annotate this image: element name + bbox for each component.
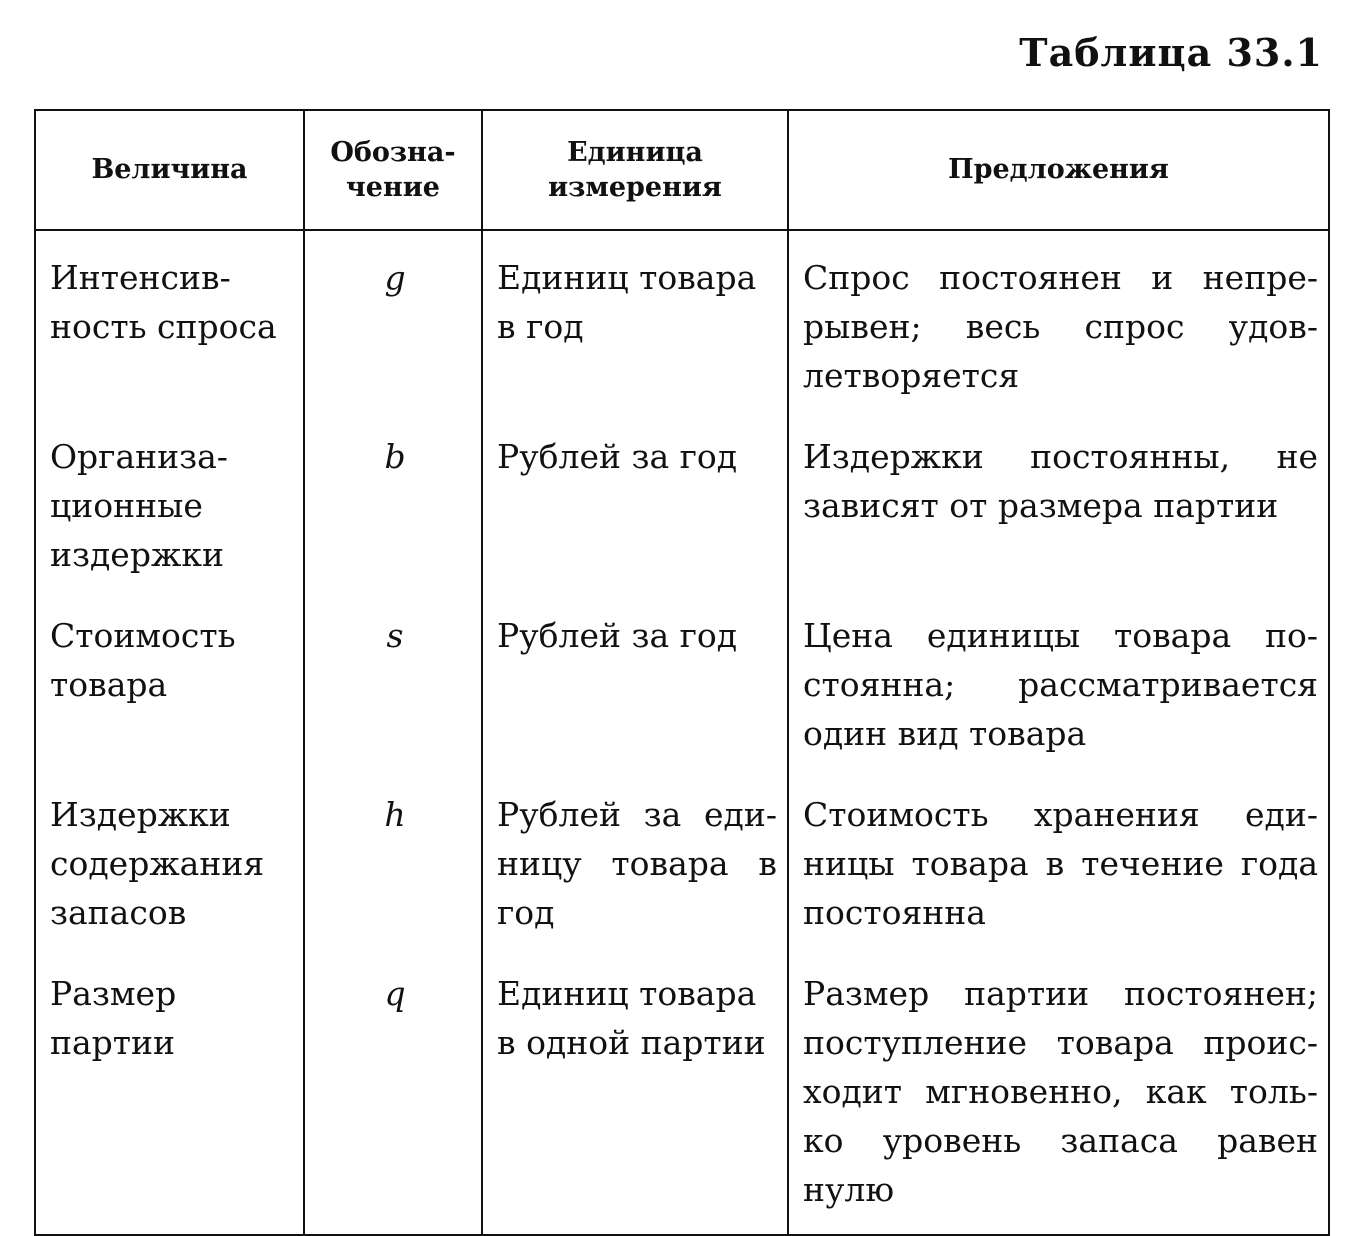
cell-assumption: Издержки постоянны, не зависят от размера партии [788,412,1329,591]
cell-symbol: q [304,949,482,1235]
cell-quantity: Организа- ционные издержки [35,412,304,591]
cell-unit: Единиц товара в одной партии [482,949,788,1235]
table-row [35,591,1329,770]
header-quantity: Величина [35,110,304,230]
cell-symbol: b [304,412,482,591]
cell-assumption: Стоимость хранения еди-ницы товара в течение года постоянна [788,770,1329,949]
cell-quantity: Размер партии [35,949,304,1235]
header-assumption: Предложения [788,110,1329,230]
header-symbol: Обозна- чение [304,110,482,230]
table-row [35,230,1329,412]
cell-symbol: s [304,591,482,770]
cell-quantity: Стоимость товара [35,591,304,770]
table-row [35,412,1329,591]
cell-quantity: Интенсив- ность спроса [35,230,304,412]
table-caption: Таблица 33.1 [1019,30,1323,75]
cell-unit: Единиц товара в год [482,230,788,412]
cell-assumption: Спрос постоянен и непре-рывен; весь спрос удов-летворяется [788,230,1329,412]
header-unit: Единица измерения [482,110,788,230]
table-row [35,770,1329,949]
table-row [35,949,1329,1235]
cell-quantity: Издержки содержания запасов [35,770,304,949]
cell-unit: Рублей за год [482,412,788,591]
cell-assumption: Цена единицы товара по-стоянна; рассматривается один вид товара [788,591,1329,770]
cell-unit: Рублей за еди-ницу товара в год [482,770,788,949]
table-header-row [35,110,1329,230]
cell-assumption: Размер партии постоянен; поступление товара проис-ходит мгновенно, как толь-ко уровень запаса равен нулю [788,949,1329,1235]
parameters-table [34,109,1330,1236]
cell-unit: Рублей за год [482,591,788,770]
cell-symbol: h [304,770,482,949]
cell-symbol: g [304,230,482,412]
